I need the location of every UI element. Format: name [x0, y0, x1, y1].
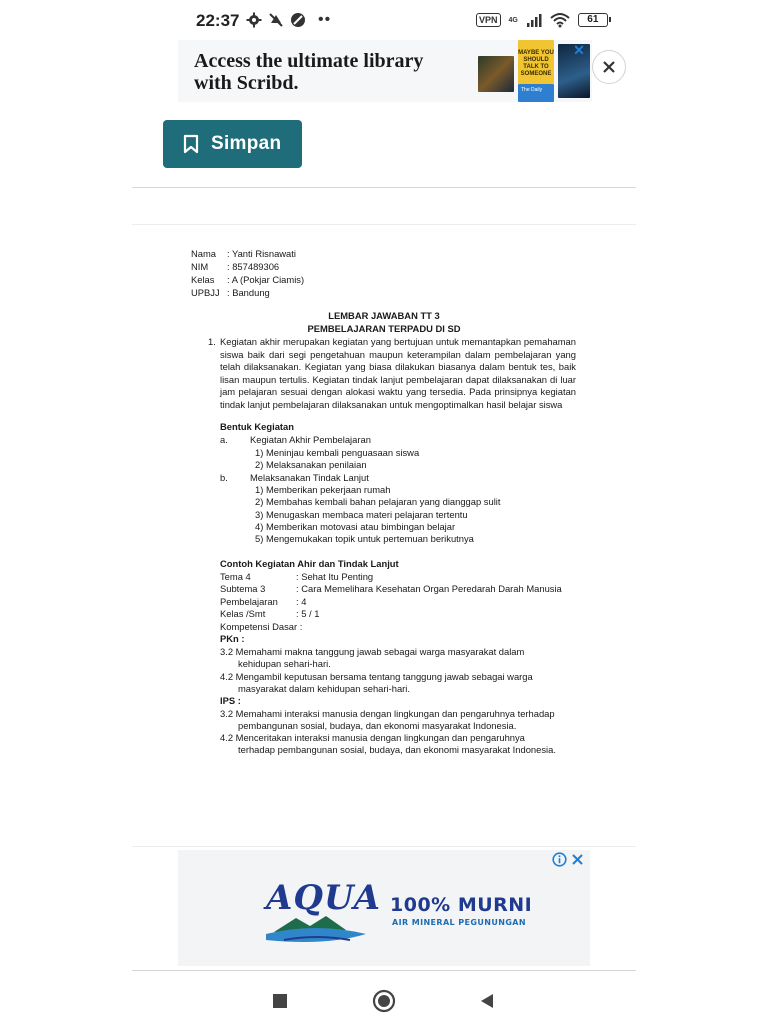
- mute-icon: [268, 12, 284, 28]
- detail-label: Pembelajaran: [220, 596, 278, 607]
- doc-title: LEMBAR JAWABAN TT 3: [328, 310, 440, 321]
- list-letter: b.: [220, 472, 228, 483]
- meta-label: NIM: [191, 261, 209, 272]
- meta-value: : 857489306: [227, 261, 280, 272]
- save-button[interactable]: [163, 120, 302, 168]
- divider: [132, 224, 636, 225]
- gear-icon: [246, 12, 262, 28]
- list-item: 2) Membahas kembali bahan pelajaran yang dianggap sulit: [255, 496, 501, 507]
- aqua-ad-banner[interactable]: [178, 850, 590, 966]
- divider: [132, 187, 636, 188]
- list-item: 1) Meninjau kembali penguasaan siswa: [255, 447, 420, 458]
- battery-icon: 61: [578, 13, 608, 27]
- kompetensi-label: Kompetensi Dasar :: [220, 621, 303, 632]
- detail-label: Subtema 3: [220, 583, 266, 594]
- detail-label: Tema 4: [220, 571, 251, 582]
- detail-value: : Sehat Itu Penting: [296, 571, 374, 582]
- detail-label: Kelas /Smt: [220, 608, 266, 619]
- bookmark-icon: [183, 134, 199, 154]
- kd-line: 3.2 Memahami interaksi manusia dengan lingkungan dan pengaruhnya terhadap: [220, 708, 555, 719]
- navigation-bar: [0, 978, 768, 1024]
- list-item: 2) Melaksanakan penilaian: [255, 459, 367, 470]
- wifi-icon: [550, 12, 570, 28]
- meta-row: [191, 274, 304, 287]
- kd-line: pembangunan sosial, budaya, dan ekonomi masyarakat Indonesia.: [238, 720, 517, 731]
- meta-value: : Yanti Risnawati: [227, 248, 296, 259]
- kd-line: 3.2 Memahami makna tanggung jawab sebagai warga masyarakat dalam: [220, 646, 525, 657]
- aqua-brand: AQUA: [266, 878, 381, 918]
- back-icon: [479, 993, 495, 1009]
- home-button[interactable]: [371, 988, 397, 1014]
- meta-label: Kelas: [191, 274, 215, 285]
- meta-value: : A (Pokjar Ciamis): [227, 274, 305, 285]
- close-icon: [602, 60, 616, 74]
- list-letter: a.: [220, 434, 228, 445]
- info-icon[interactable]: [552, 852, 567, 867]
- status-system-icons: [476, 12, 608, 28]
- status-bar: [0, 0, 768, 44]
- list-heading: Kegiatan Akhir Pembelajaran: [250, 434, 371, 445]
- status-notification-icons: [246, 12, 331, 28]
- aqua-tagline: 100% MURNI: [390, 894, 533, 916]
- mountain-wave-icon: [266, 914, 366, 948]
- book-cover-image: [518, 40, 554, 84]
- meta-label: UPBJJ: [191, 287, 220, 298]
- meta-label: Nama: [191, 248, 217, 259]
- save-label: Simpan: [211, 133, 282, 154]
- section-heading: Bentuk Kegiatan: [220, 421, 294, 432]
- book-cover-image: [518, 84, 554, 102]
- ad-info-controls[interactable]: [552, 852, 584, 867]
- close-ad-button[interactable]: [592, 50, 626, 84]
- book-cover-image: [478, 56, 514, 92]
- answer-paragraph: Kegiatan akhir merupakan kegiatan yang bertujuan untuk memantapkan pemahaman siswa baik dari segi pengetahuan maupun keterampilan dalam pembelajaran yang telah dilaksanakan. Kegiatan yang biasa dilakukan biasanya dalam bentuk tes, baik lisan maupun tertulis. Kegiatan tindak lanjut pembelajaran dapat dilaksanakan di luar jam pelajaran sesuai dengan alokasi waktu yang tersedia. Pada prinsipnya kegiatan tindak lanjut pembelajaran dilaksanakan untuk mengoptimalkan hasil belajar siswa: [220, 336, 576, 410]
- book-cover-title: MAYBE YOU SHOULD TALK TO SOMEONE: [518, 50, 554, 77]
- detail-value: : 4: [296, 596, 307, 607]
- ad-headline: Access the ultimate library with Scribd.: [194, 50, 424, 94]
- close-icon[interactable]: [571, 853, 584, 866]
- list-item: 5) Mengemukakan topik untuk pertemuan berikutnya: [255, 533, 474, 544]
- kd-line: kehidupan sehari-hari.: [238, 658, 331, 669]
- aqua-subtitle: AIR MINERAL PEGUNUNGAN: [392, 918, 526, 927]
- book-cover-title: The Daily: [521, 87, 543, 93]
- recents-icon: [272, 993, 288, 1009]
- meta-row: [191, 261, 279, 274]
- item-number: 1.: [208, 336, 216, 347]
- more-dots-icon: ••: [318, 11, 332, 28]
- detail-value: : 5 / 1: [296, 608, 320, 619]
- meta-row: [191, 287, 270, 300]
- divider: [132, 970, 636, 971]
- meta-value: : Bandung: [227, 287, 270, 298]
- scribd-ad-banner[interactable]: [178, 40, 592, 102]
- list-item: 3) Menugaskan membaca materi pelajaran tertentu: [255, 509, 468, 520]
- kd-line: 4.2 Menceritakan interaksi manusia dengan lingkungan dan pengaruhnya: [220, 732, 525, 743]
- subject-heading: PKn :: [220, 633, 245, 644]
- recents-button[interactable]: [267, 988, 293, 1014]
- aqua-logo: [266, 878, 381, 918]
- network-type: 4G: [508, 16, 518, 24]
- kd-line: terhadap pembangunan sosial, budaya, dan ekonomi masyarakat Indonesia.: [238, 744, 556, 755]
- list-item: 4) Memberikan motovasi atau bimbingan belajar: [255, 521, 456, 532]
- list-item: 1) Memberikan pekerjaan rumah: [255, 484, 391, 495]
- doc-subtitle: PEMBELAJARAN TERPADU DI SD: [307, 323, 461, 334]
- status-time: 22:37: [196, 11, 240, 30]
- blocked-icon: [290, 12, 306, 28]
- detail-value: : Cara Memelihara Kesehatan Organ Peredarah Darah Manusia: [296, 583, 562, 594]
- home-icon: [372, 989, 396, 1013]
- ad-choices-close-icon[interactable]: ✕: [573, 42, 585, 58]
- kd-line: masyarakat dalam kehidupan sehari-hari.: [238, 683, 410, 694]
- vpn-icon: VPN: [476, 13, 501, 27]
- back-button[interactable]: [474, 988, 500, 1014]
- section-heading: Contoh Kegiatan Ahir dan Tindak Lanjut: [220, 558, 399, 569]
- divider: [132, 846, 636, 847]
- signal-icon: [526, 12, 542, 28]
- list-heading: Melaksanakan Tindak Lanjut: [250, 472, 369, 483]
- document-page[interactable]: [132, 226, 636, 842]
- kd-line: 4.2 Mengambil keputusan bersama tentang tanggung jawab sebagai warga: [220, 671, 533, 682]
- subject-heading: IPS :: [220, 695, 241, 706]
- meta-row: [191, 248, 296, 261]
